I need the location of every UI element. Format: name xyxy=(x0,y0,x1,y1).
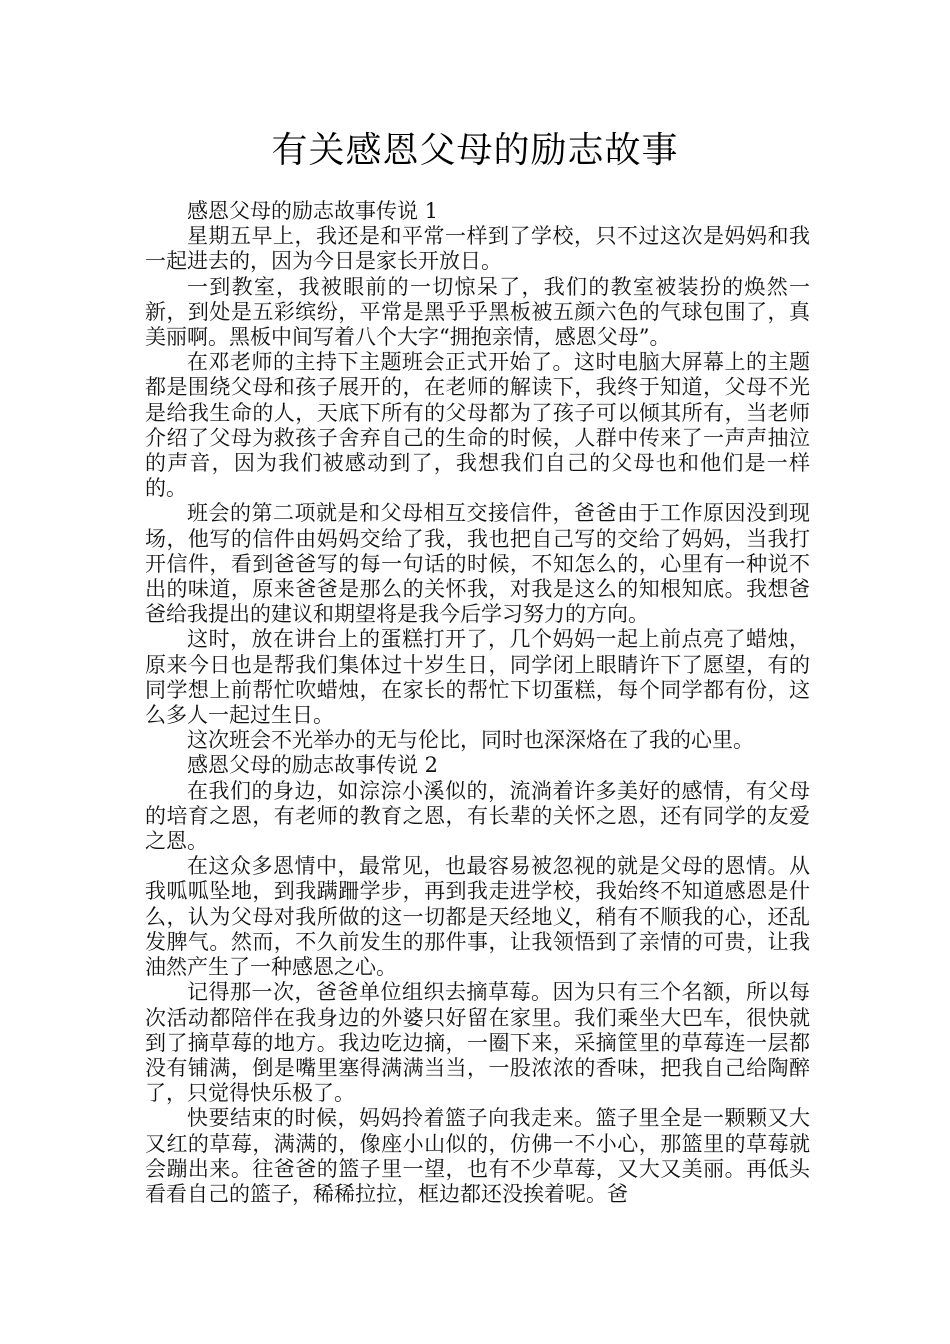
section-heading-1: 感恩父母的励志故事传说 1 xyxy=(187,199,439,223)
paragraph: 在邓老师的主持下主题班会正式开始了。这时电脑大屏幕上的主题都是围绕父母和孩子展开的，在老师的解读下，我终于知道，父母不光是给我生命的人，天底下所有的父母都为了孩子可以倾其所有，当老师介绍了父母为救孩子舍弃自己的生命的时候，人群中传来了一声声抽泣的声音，因为我们被感动到了，我想我们自己的父母也和他们是一样的。 xyxy=(145,350,810,501)
paragraph: 这次班会不光举办的无与伦比，同时也深深烙在了我的心里。 xyxy=(187,728,754,753)
paragraph: 一到教室，我被眼前的一切惊呆了，我们的教室被装扮的焕然一新，到处是五彩缤纷，平常是黑乎乎黑板被五颜六色的气球包围了，真美丽啊。黑板中间写着八个大字“拥抱亲情，感恩父母”。 xyxy=(145,274,810,350)
paragraph: 班会的第二项就是和父母相互交接信件，爸爸由于工作原因没到现场，他写的信件由妈妈交给了我，我也把自己写的交给了妈妈，当我打开信件，看到爸爸写的每一句话的时候，不知怎么的，心里有一种说不出的味道，原来爸爸是那么的关怀我，对我是这么的知根知底。我想爸爸给我提出的建议和期望将是我今后学习努力的方向。 xyxy=(145,501,810,627)
paragraph: 快要结束的时候，妈妈拎着篮子向我走来。篮子里全是一颗颗又大又红的草莓，满满的，像座小山似的，仿佛一不小心，那篮里的草莓就会蹦出来。往爸爸的篮子里一望，也有不少草莓，又大又美丽。再低头看看自己的篮子，稀稀拉拉，框边都还没挨着呢。爸 xyxy=(145,1106,810,1206)
paragraph: 星期五早上，我还是和平常一样到了学校，只不过这次是妈妈和我一起进去的，因为今日是家长开放日。 xyxy=(145,224,810,274)
paragraph: 在这众多恩情中，最常见，也最容易被忽视的就是父母的恩情。从我呱呱坠地，到我蹒跚学步，再到我走进学校，我始终不知道感恩是什么，认为父母对我所做的这一切都是天经地义，稍有不顺我的心，还乱发脾气。然而，不久前发生的那件事，让我领悟到了亲情的可贵，让我油然产生了一种感恩之心。 xyxy=(145,854,810,980)
paragraph: 记得那一次，爸爸单位组织去摘草莓。因为只有三个名额，所以每次活动都陪伴在我身边的外婆只好留在家里。我们乘坐大巴车，很快就到了摘草莓的地方。我边吃边摘，一圈下来，采摘筐里的草莓连一层都没有铺满，倒是嘴里塞得满满当当，一股浓浓的香味，把我自己给陶醉了，只觉得快乐极了。 xyxy=(145,980,810,1106)
paragraph: 在我们的身边，如淙淙小溪似的，流淌着许多美好的感情，有父母的培育之恩，有老师的教育之恩，有长辈的关怀之恩，还有同学的友爱之恩。 xyxy=(145,778,810,854)
document-title: 有关感恩父母的励志故事 xyxy=(271,130,679,171)
section-heading-2: 感恩父母的励志故事传说 2 xyxy=(187,753,439,778)
paragraph: 这时，放在讲台上的蛋糕打开了，几个妈妈一起上前点亮了蜡烛，原来今日也是帮我们集体过十岁生日，同学闭上眼睛许下了愿望，有的同学想上前帮忙吹蜡烛，在家长的帮忙下切蛋糕，每个同学都有份，这么多人一起过生日。 xyxy=(145,627,810,728)
document-body xyxy=(145,199,810,1207)
